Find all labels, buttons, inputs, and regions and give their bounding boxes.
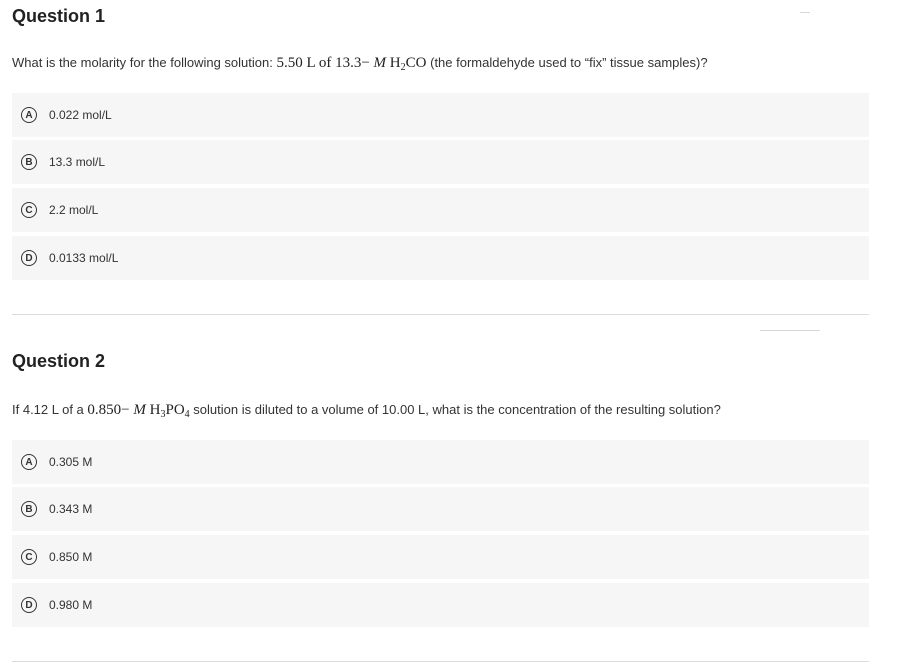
option-c-badge: C <box>21 549 37 565</box>
question-2 <box>12 345 869 635</box>
option-d-label: 0.0133 mol/L <box>49 251 119 265</box>
question-2-prompt-before: If 4.12 L of a <box>12 402 84 417</box>
option-d-badge: D <box>21 250 37 266</box>
option-d-label: 0.980 M <box>49 598 93 612</box>
divider <box>800 12 810 13</box>
option-b-label: 0.343 M <box>49 502 93 516</box>
option-b-badge: B <box>21 154 37 170</box>
option-c-badge: C <box>21 202 37 218</box>
answer-option-c[interactable] <box>12 535 869 579</box>
option-c-label: 0.850 M <box>49 550 93 564</box>
answer-option-c[interactable] <box>12 188 869 232</box>
option-a-badge: A <box>21 454 37 470</box>
option-a-label: 0.305 M <box>49 455 93 469</box>
divider <box>12 661 869 662</box>
option-c-label: 2.2 mol/L <box>49 203 99 217</box>
question-1-prompt-after: (the formaldehyde used to “fix” tissue samples)? <box>430 55 708 70</box>
question-1-prompt <box>12 55 708 72</box>
option-a-badge: A <box>21 107 37 123</box>
option-b-label: 13.3 mol/L <box>49 155 106 169</box>
question-2-formula: 0.850− M $H_3PO_4$ <box>87 402 190 420</box>
question-1-formula: 5.50 L of 13.3− M $H_2CO$ <box>276 55 427 73</box>
option-a-label: 0.022 mol/L <box>49 108 112 122</box>
divider <box>12 314 869 315</box>
question-1-prompt-before: What is the molarity for the following solution: <box>12 55 273 70</box>
divider <box>760 330 820 331</box>
answer-option-a[interactable] <box>12 440 869 484</box>
answer-option-d[interactable] <box>12 583 869 627</box>
question-2-prompt <box>12 402 721 419</box>
option-d-badge: D <box>21 597 37 613</box>
option-b-badge: B <box>21 501 37 517</box>
answer-option-a[interactable] <box>12 93 869 137</box>
answer-option-b[interactable] <box>12 140 869 184</box>
answer-option-b[interactable] <box>12 487 869 531</box>
question-1-title: Question 1 <box>12 6 106 26</box>
question-1 <box>12 0 869 290</box>
question-2-title: Question 2 <box>12 351 106 371</box>
question-2-prompt-after: solution is diluted to a volume of 10.00 L, what is the concentration of the resulting solution? <box>193 402 721 417</box>
answer-option-d[interactable] <box>12 236 869 280</box>
